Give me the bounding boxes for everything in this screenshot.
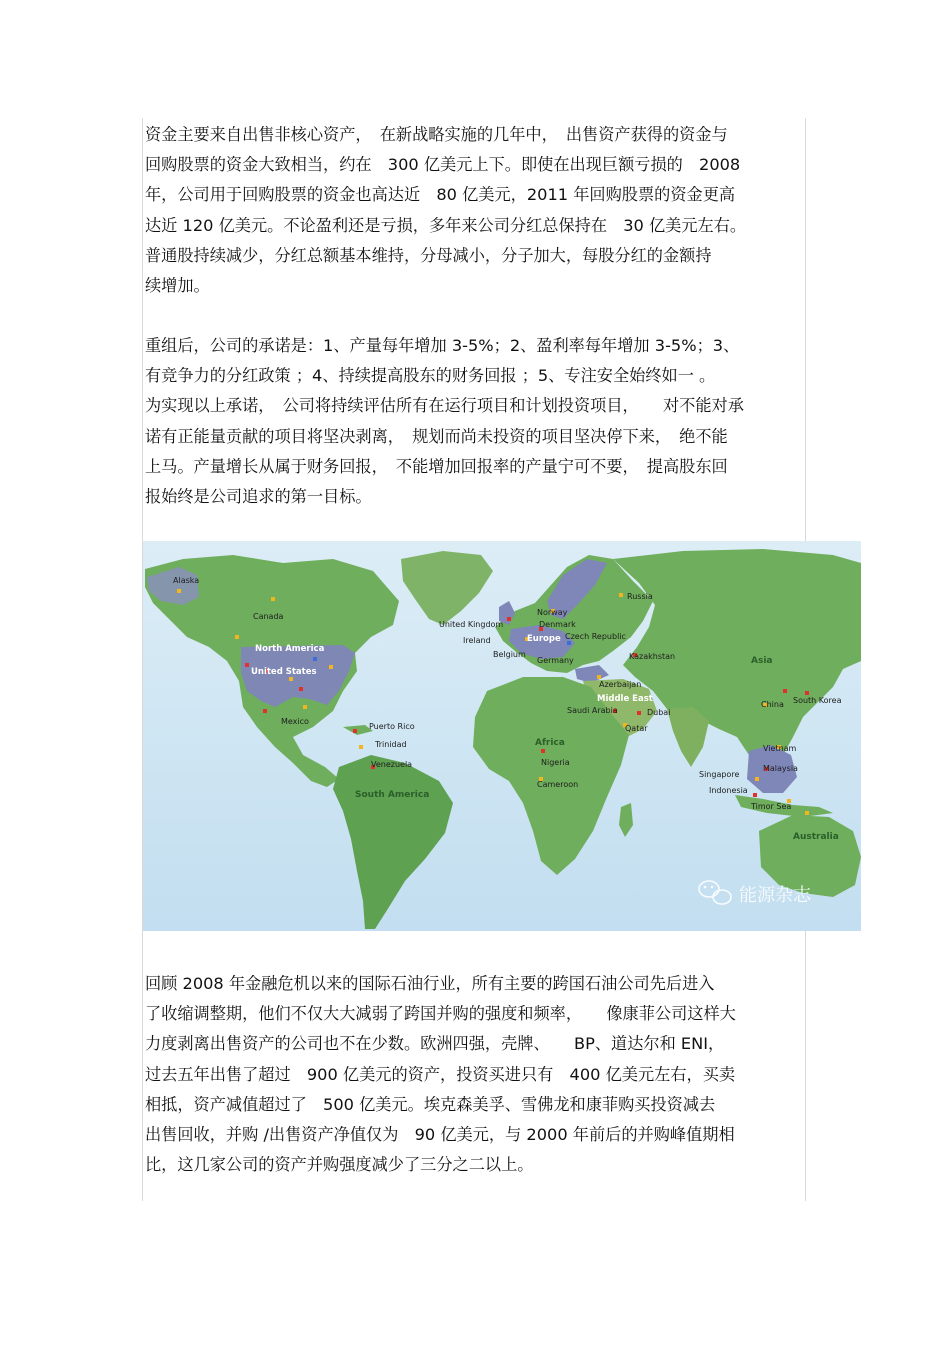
country-label-singapore: Singapore [699,770,740,779]
country-label-dubai: Dubai [647,708,671,717]
country-label-ireland: Ireland [463,636,491,645]
country-label-norway: Norway [537,608,568,617]
region-label-australia: Australia [793,832,839,842]
country-label-canada: Canada [253,612,284,621]
country-label-united-states: United States [251,667,317,677]
country-label-united-kingdom: United Kingdom [439,620,504,629]
country-label-azerbaijan: Azerbaijan [599,680,642,689]
country-label-russia: Russia [627,592,653,601]
country-label-kazakhstan: Kazakhstan [629,652,676,661]
text-line: 为实现以上承诺， 公司将持续评估所有在运行项目和计划投资项目， 对不能对承 [145,396,744,416]
region-label-middle-east: Middle East [597,694,653,704]
text-line: 有竞争力的分红政策 ；4、持续提高股东的财务回报 ；5、专注安全始终如一 。 [145,366,716,386]
region-label-south-america: South America [355,790,430,800]
text-line: 报始终是公司追求的第一目标。 [145,487,372,507]
world-map-svg [143,541,861,931]
paragraph-1 [145,120,807,301]
country-label-alaska: Alaska [173,576,200,585]
country-label-trinidad: Trinidad [375,740,407,749]
country-label-denmark: Denmark [539,620,576,629]
text-line: 力度剥离出售资产的公司也不在少数。欧洲四强，壳牌、 BP、道达尔和 ENI， [145,1034,725,1054]
country-label-belgium: Belgium [493,650,526,659]
paragraph-3 [145,969,807,1180]
country-label-vietnam: Vietnam [763,744,797,753]
country-label-venezuela: Venezuela [371,760,413,769]
country-label-cameroon: Cameroon [537,780,579,789]
text-line: 资金主要来自出售非核心资产， 在新战略实施的几年中， 出售资产获得的资金与 [145,125,728,144]
country-label-germany: Germany [537,656,574,665]
country-label-czech-republic: Czech Republic [565,632,626,641]
country-label-china: China [761,700,784,709]
text-line: 过去五年出售了超过 900 亿美元的资产，投资买进只有 400 亿美元左右，买卖 [145,1064,736,1084]
country-label-malaysia: Malaysia [763,764,798,773]
text-line: 上马。产量增长从属于财务回报， 不能增加回报率的产量宁可不要， 提高股东回 [145,456,728,476]
region-label-africa: Africa [535,738,565,748]
watermark-text: 能源杂志 [739,885,811,906]
region-label-north-america: North America [255,644,325,654]
text-line: 诺有正能量贡献的项目将坚决剥离， 规划而尚未投资的项目坚决停下来， 绝不能 [145,426,728,446]
text-line: 重组后，公司的承诺是：1、产量每年增加 3-5%；2、盈利率每年增加 3-5%；3、 [145,336,740,355]
country-label-nigeria: Nigeria [541,758,570,767]
text-line: 比，这几家公司的资产并购强度减少了三分之二以上。 [145,1155,534,1175]
region-label-asia: Asia [751,656,773,666]
text-line: 相抵，资产减值超过了 500 亿美元。埃克森美孚、雪佛龙和康菲购买投资减去 [145,1094,716,1114]
text-line: 达近 120 亿美元。不论盈利还是亏损，多年来公司分红总保持在 30 亿美元左右。 [145,215,747,235]
world-map [143,541,861,931]
country-label-saudi-arabia: Saudi Arabia [567,706,618,715]
country-label-indonesia: Indonesia [709,786,748,795]
country-label-qatar: Qatar [625,724,648,733]
paragraph-2 [145,331,807,512]
region-label-europe: Europe [527,634,561,644]
text-line: 了收缩调整期，他们不仅大大减弱了跨国并购的强度和频率， 像康菲公司这样大 [145,1004,736,1024]
text-line: 普通股持续减少，分红总额基本维持，分母减小，分子加大，每股分红的金额持 [145,245,712,265]
country-label-south-korea: South Korea [793,696,842,705]
text-line: 回顾 2008 年金融危机以来的国际石油行业，所有主要的跨国石油公司先后进入 [145,974,715,993]
text-line: 年，公司用于回购股票的资金也高达近 80 亿美元，2011 年回购股票的资金更高 [145,185,736,205]
country-label-puerto-rico: Puerto Rico [369,722,415,731]
country-label-mexico: Mexico [281,717,309,726]
text-line: 续增加。 [145,276,210,296]
country-label-timor-sea: Timor Sea [751,802,792,811]
text-line: 回购股票的资金大致相当，约在 300 亿美元上下。即使在出现巨额亏损的 2008 [145,155,741,175]
text-line: 出售回收，并购 /出售资产净值仅为 90 亿美元，与 2000 年前后的并购峰值期相 [145,1125,735,1145]
